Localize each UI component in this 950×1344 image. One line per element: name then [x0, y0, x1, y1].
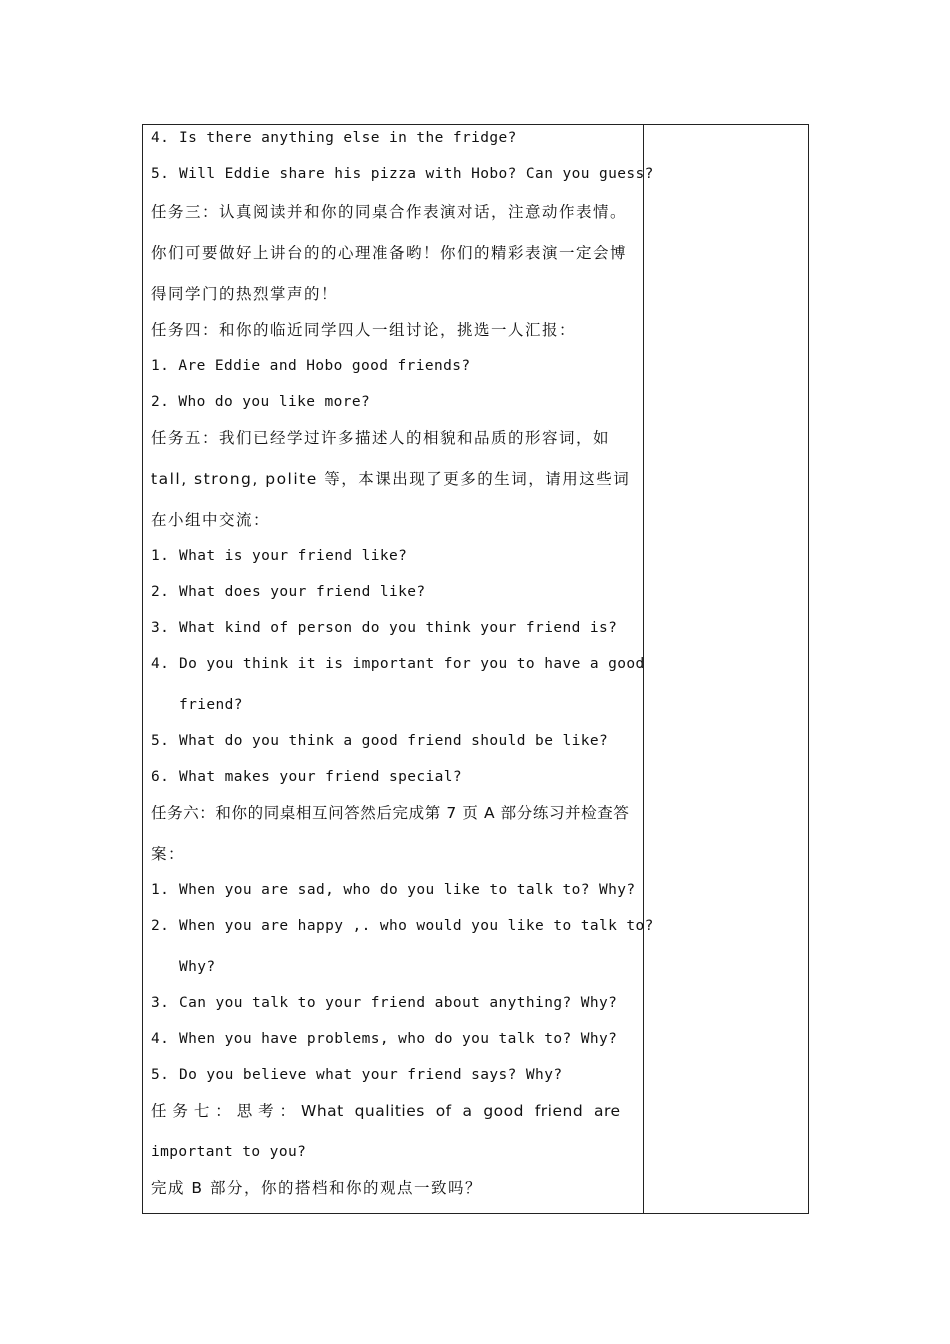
task-5-line-3: 在小组中交流： — [151, 511, 271, 529]
task-3-line-1: 任务三：认真阅读并和你的同桌合作表演对话，注意动作表情。 — [151, 203, 628, 221]
task-5-line-1: 任务五：我们已经学过许多描述人的相貌和品质的形容词，如 — [151, 429, 611, 447]
task-5-question-4: 4. Do you think it is important for you to have a good — [151, 656, 645, 672]
task-3-line-3: 得同学门的热烈掌声的！ — [151, 285, 339, 303]
question-4: 4. Is there anything else in the fridge? — [151, 130, 517, 146]
task-6-question-4: 4. When you have problems, who do you talk to? Why? — [151, 1031, 618, 1047]
task-6-question-5: 5. Do you believe what your friend says? Why? — [151, 1067, 563, 1083]
task-4-heading: 任务四：和你的临近同学四人一组讨论，挑选一人汇报： — [151, 321, 577, 339]
task-6-question-3: 3. Can you talk to your friend about anything? Why? — [151, 995, 618, 1011]
task-5-question-6: 6. What makes your friend special? — [151, 769, 463, 785]
task-5-question-1: 1. What is your friend like? — [151, 548, 408, 564]
task-5-question-3: 3. What kind of person do you think your friend is? — [151, 620, 618, 636]
task-6-question-1: 1. When you are sad, who do you like to talk to? Why? — [151, 882, 636, 898]
task-6-question-2: 2. When you are happy ,. who would you like to talk to? — [151, 918, 654, 934]
task-6-line-2: 案： — [151, 845, 186, 863]
task-5-line-2: tall, strong, polite 等，本课出现了更多的生词，请用这些词 — [151, 470, 631, 488]
task-7-line-1: 任 务 七 ： 思 考 ： What qualities of a good friend are — [151, 1102, 621, 1120]
task-6-line-1: 任务六：和你的同桌相互问答然后完成第 7 页 A 部分练习并检查答 — [151, 804, 630, 822]
question-5: 5. Will Eddie share his pizza with Hobo? Can you guess? — [151, 166, 654, 182]
task-3-line-2: 你们可要做好上讲台的的心理准备哟！你们的精彩表演一定会博 — [151, 244, 628, 262]
task-4-question-2: 2. Who do you like more? — [151, 394, 371, 410]
task-5-question-5: 5. What do you think a good friend should be like? — [151, 733, 609, 749]
task-7-line-2: important to you? — [151, 1144, 307, 1160]
task-5-question-4-cont: friend? — [179, 697, 243, 713]
task-5-question-2: 2. What does your friend like? — [151, 584, 426, 600]
task-7-line-3: 完成 B 部分，你的搭档和你的观点一致吗？ — [151, 1179, 482, 1197]
task-6-question-2-cont: Why? — [179, 959, 216, 975]
task-4-question-1: 1. Are Eddie and Hobo good friends? — [151, 358, 471, 374]
